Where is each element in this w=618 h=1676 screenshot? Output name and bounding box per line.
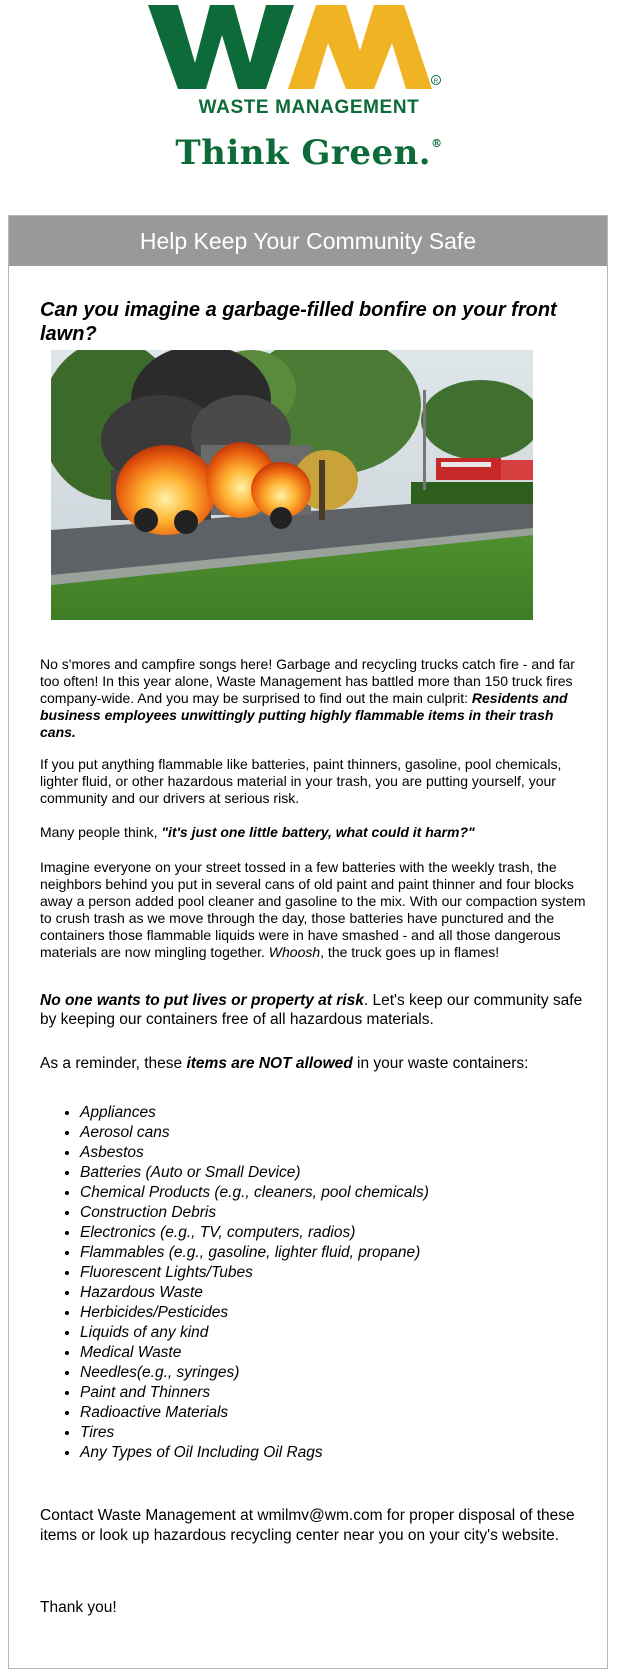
- wm-logo: [0, 0, 618, 185]
- list-item: • Appliances: [80, 1103, 429, 1123]
- list-item: • Electronics (e.g., TV, computers, radios): [80, 1223, 429, 1243]
- wm-logo-icon: [148, 5, 448, 93]
- list-item: • Medical Waste: [80, 1343, 429, 1363]
- thank-you-text: Thank you!: [40, 1599, 117, 1616]
- email-card: [8, 215, 608, 1669]
- paragraph-reminder: As a reminder, these items are NOT allowed in your waste containers:: [40, 1055, 529, 1072]
- banner-title: Help Keep Your Community Safe: [9, 216, 607, 266]
- list-item: • Herbicides/Pesticides: [80, 1303, 429, 1323]
- paragraph-no-one: No one wants to put lives or property at risk. Let's keep our community safe by keeping our containers free of all hazardous materials.: [40, 992, 583, 1028]
- paragraph-quote: Many people think, "it's just one little battery, what could it harm?": [40, 824, 475, 840]
- list-item: • Batteries (Auto or Small Device): [80, 1163, 429, 1183]
- svg-text:R: R: [433, 78, 439, 85]
- list-item: • Paint and Thinners: [80, 1383, 429, 1403]
- list-item: • Tires: [80, 1423, 429, 1443]
- tagline: Think Green.®: [175, 133, 443, 173]
- list-item: • Aerosol cans: [80, 1123, 429, 1143]
- list-item: • Construction Debris: [80, 1203, 429, 1223]
- list-item: • Radioactive Materials: [80, 1403, 429, 1423]
- brand-name: WASTE MANAGEMENT: [198, 97, 420, 118]
- contact-paragraph: Contact Waste Management at wmilmv@wm.com for proper disposal of these items or look up hazardous recycling center near you on your city's website.: [40, 1507, 575, 1544]
- not-allowed-list: [40, 1103, 429, 1463]
- paragraph-intro: No s'mores and campfire songs here! Garbage and recycling trucks catch fire - and far too often! In this year alone, Waste Management has battled more than 150 truck fires company-wide. And you may be surprised to find out the main culprit: Residents and business employees unwittingly putting highly flammable items in their trash cans.: [40, 656, 575, 740]
- list-item: • Fluorescent Lights/Tubes: [80, 1263, 429, 1283]
- list-item: • Liquids of any kind: [80, 1323, 429, 1343]
- paragraph-risk: If you put anything flammable like batteries, paint thinners, gasoline, pool chemicals, lighter fluid, or other hazardous material in your trash, you are putting yourself, your community and our drivers at serious risk.: [40, 756, 562, 806]
- headline: Can you imagine a garbage-filled bonfire on your front lawn?: [40, 299, 557, 345]
- list-item: • Flammables (e.g., gasoline, lighter fluid, propane): [80, 1243, 429, 1263]
- paragraph-imagine: Imagine everyone on your street tossed in a few batteries with the weekly trash, the neighbors behind you put in several cans of old paint and paint thinner and four blocks away a person added pool cleaner and gasoline to the mix. With our compaction system to crush trash as we move through the day, those batteries have punctured and the containers those flammable liquids were in have smashed - and all those dangerous materials are now mingling together. Whoosh, the truck goes up in flames!: [40, 859, 586, 960]
- list-item: • Needles(e.g., syringes): [80, 1363, 429, 1383]
- burning-garbage-truck-image: [51, 350, 533, 620]
- list-item: • Chemical Products (e.g., cleaners, pool chemicals): [80, 1183, 429, 1203]
- list-item: • Hazardous Waste: [80, 1283, 429, 1303]
- list-item: • Asbestos: [80, 1143, 429, 1163]
- list-item: • Any Types of Oil Including Oil Rags: [80, 1443, 429, 1463]
